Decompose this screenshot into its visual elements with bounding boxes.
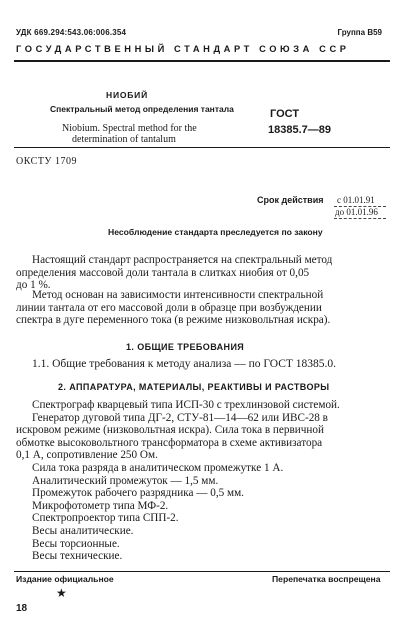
- section-1-item: 1.1. Общие требования к методу анализа — по ГОСТ 18385.0.: [32, 358, 337, 370]
- section-1-heading: 1. ОБЩИЕ ТРЕБОВАНИЯ: [126, 342, 245, 352]
- text-line: линии тантала от его массовой доли в образце при возбуждении: [16, 301, 322, 314]
- text-line: 0,1 А, сопротивление 250 Ом.: [16, 449, 158, 462]
- reprint-note: Перепечатка воспрещена: [272, 574, 381, 584]
- text-line: Аналитический промежуток — 1,5 мм.: [32, 474, 219, 487]
- intro-paragraph-2: [16, 289, 388, 327]
- udk-code: УДК 669.294:543.06:006.354: [16, 28, 127, 37]
- group-code: Группа В59: [337, 28, 382, 37]
- text-line: искровом режиме (низковольтная искра). Сила тока в первичной: [16, 424, 324, 437]
- gost-number: 18385.7—89: [268, 124, 331, 136]
- text-line: Весы аналитические.: [32, 524, 134, 537]
- text-line: Микрофотометр типа МФ-2.: [32, 499, 169, 512]
- text-line: Промежуток рабочего разрядника — 0,5 мм.: [32, 487, 244, 500]
- text-line: Спектропроектор типа СПП-2.: [32, 512, 179, 525]
- text-line: до 1 %.: [16, 279, 51, 292]
- okstu-code: ОКСТУ 1709: [16, 156, 78, 167]
- validity-to-underline: [334, 218, 386, 219]
- section-2-body: [16, 399, 388, 563]
- document-title: НИОБИЙ: [106, 90, 148, 100]
- top-rule: [14, 60, 390, 62]
- text-line: Спектрограф кварцевый типа ИСП-30 с трехлинзовой системой.: [32, 399, 340, 411]
- text-line: Сила тока разряда в аналитическом промежутке 1 А.: [32, 461, 284, 474]
- text-line: Генератор дуговой типа ДГ-2, СТУ-81—14—62 или ИВС-28 в: [32, 411, 328, 424]
- text-line: Настоящий стандарт распространяется на спектральный метод: [32, 254, 333, 266]
- validity-to: до 01.01.96: [335, 207, 378, 217]
- section-2-heading: 2. АППАРАТУРА, МАТЕРИАЛЫ, РЕАКТИВЫ И РАСТВОРЫ: [58, 382, 330, 392]
- subtitle-russian: Спектральный метод определения тантала: [50, 104, 234, 114]
- text-line: определения массовой доли тантала в слитках ниобия от 0,05: [16, 266, 310, 279]
- legal-notice: Несоблюдение стандарта преследуется по закону: [108, 227, 323, 237]
- edition-note: Издание официальное: [16, 574, 114, 584]
- bottom-rule: [14, 571, 390, 572]
- intro-paragraph-1: [16, 254, 388, 292]
- text-line: Весы технические.: [32, 550, 123, 563]
- validity-label: Срок действия: [257, 195, 324, 205]
- page-number: 18: [16, 603, 28, 614]
- text-line: Весы торсионные.: [32, 537, 120, 550]
- mid-rule: [14, 147, 390, 148]
- subtitle-english-line-2: determination of tantalum: [72, 134, 176, 145]
- text-line: обмотке высоковольтного трансформатора в схеме активизатора: [16, 436, 323, 449]
- text-line: Метод основан на зависимости интенсивности спектральной: [32, 289, 324, 301]
- validity-from: с 01.01.91: [337, 195, 375, 205]
- text-line: спектра в дуге переменного тока (в режиме низковольтная искра).: [16, 314, 331, 327]
- state-standard-banner: ГОСУДАРСТВЕННЫЙ СТАНДАРТ СОЮЗА ССР: [16, 44, 350, 54]
- gost-label: ГОСТ: [270, 108, 300, 120]
- subtitle-english-line-1: Niobium. Spectral method for the: [62, 123, 197, 134]
- star-icon: ★: [56, 586, 67, 600]
